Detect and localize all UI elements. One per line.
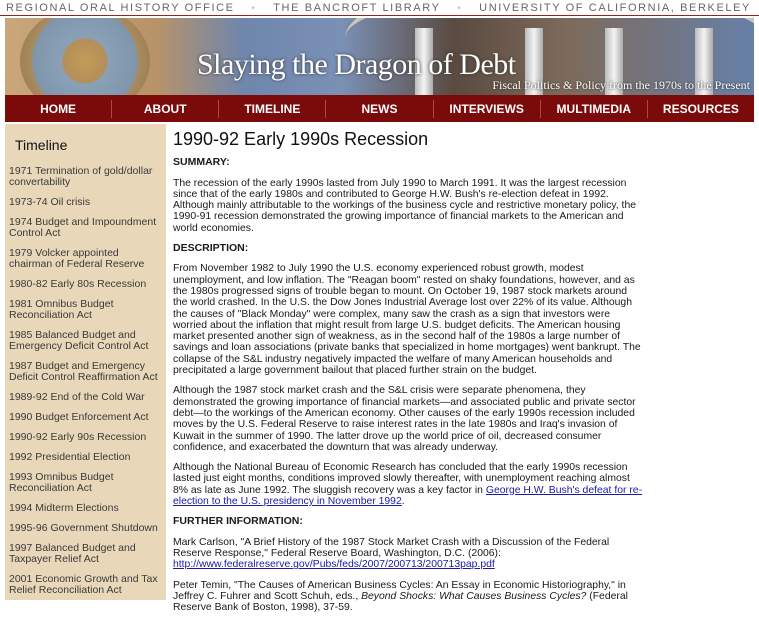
reference-text: (Federal Reserve Bank of Boston, 1998), 37-59. bbox=[173, 590, 628, 614]
regional-oral-history-office-label: REGIONAL ORAL HISTORY OFFICE bbox=[6, 1, 235, 14]
bancroft-library-label: THE BANCROFT LIBRARY bbox=[273, 1, 441, 14]
reference-item bbox=[173, 580, 643, 614]
timeline-item[interactable]: 1981 Omnibus Budget Reconciliation Act bbox=[9, 298, 114, 321]
top-bar bbox=[0, 0, 759, 16]
separator: • bbox=[251, 2, 257, 13]
timeline-item[interactable]: 1980-82 Early 80s Recession bbox=[9, 278, 147, 290]
timeline-item[interactable]: 1974 Budget and Impoundment Control Act bbox=[9, 216, 157, 239]
timeline-item[interactable]: 2001 Economic Growth and Tax Relief Reconciliation Act bbox=[9, 573, 158, 596]
bush-defeat-link[interactable]: George H.W. Bush's defeat for re-election to the U.S. presidency in November 1992 bbox=[173, 484, 643, 508]
uc-berkeley-label: UNIVERSITY OF CALIFORNIA, BERKELEY bbox=[479, 1, 751, 14]
description-paragraph: From November 1982 to July 1990 the U.S. economy experienced robust growth, modest unemployment, and low inflation. The "Reagan boom" rested on shaky foundations, however, and as the 1980s progressed signs of trouble began to mount. On October 19, 1987 stock markets around the world crashed. In the U.S. the Dow Jones Industrial Average lost over 22% of its value. Although the causes of "Black Monday" were complex, many saw the crash as a sign that investors were worried about the inflation that might result from large U.S. budget deficits. The American housing market presented another sign of weakness, as in the second half of the 1980s a large number of savings and loan associations (private banks that specialized in home mortgages) went bankrupt. The collapse of the S&L industry negatively impacted the welfare of many American households and precipitated a large government bailout that placed further strain on the budget. bbox=[173, 263, 641, 377]
separator: • bbox=[457, 2, 463, 13]
book-title: Beyond Shocks: What Causes Business Cycles? bbox=[361, 590, 587, 602]
paragraph-text: . bbox=[401, 496, 405, 508]
timeline-item[interactable]: 1990 Budget Enforcement Act bbox=[9, 411, 149, 423]
federal-reserve-link[interactable]: http://www.federalreserve.gov/Pubs/feds/2007/200713/200713pap.pdf bbox=[173, 559, 495, 571]
page-title: 1990-92 Early 1990s Recession bbox=[173, 129, 429, 149]
timeline-item[interactable]: 1990-92 Early 90s Recession bbox=[9, 431, 147, 443]
reference-text: Peter Temin, "The Causes of American Business Cycles: An Essay in Economic Historiography," in Jeffrey C. Fuhrer and Scott Schuh, eds., bbox=[173, 579, 626, 602]
timeline-item[interactable]: 1973-74 Oil crisis bbox=[9, 196, 91, 208]
site-subtitle: Fiscal Politics & Policy from the 1970s to the Present bbox=[492, 78, 750, 92]
reference-item bbox=[173, 537, 643, 571]
nav-home[interactable]: HOME bbox=[5, 100, 112, 118]
timeline-item[interactable]: 1992 Presidential Election bbox=[9, 451, 131, 463]
nav-resources[interactable]: RESOURCES bbox=[662, 101, 739, 116]
main-content bbox=[173, 129, 643, 622]
description-paragraph bbox=[173, 462, 643, 507]
timeline-item[interactable]: 1971 Termination of gold/dollar convertability bbox=[9, 165, 153, 188]
sidebar-heading: Timeline bbox=[15, 137, 68, 153]
reference-text: Mark Carlson, "A Brief History of the 1987 Stock Market Crash with a Discussion of the Federal Reserve Response," Federal Reserve Board, Washington, D.C. (2006): bbox=[173, 536, 610, 559]
presidential-seal-image bbox=[20, 18, 150, 95]
paragraph-text: Although the National Bureau of Economic Research has concluded that the early 1990s recession lasted just eight months, conditions improved slowly thereafter, with unemployment reaching almost 8% as late as June 1992. The sluggish recovery was a key factor in bbox=[173, 462, 630, 496]
timeline-list bbox=[9, 166, 162, 596]
site-title: Slaying the Dragon of Debt bbox=[197, 48, 516, 81]
timeline-item[interactable]: 1993 Omnibus Budget Reconciliation Act bbox=[9, 471, 114, 494]
timeline-item[interactable]: 1997 Balanced Budget and Taxpayer Relief Act bbox=[9, 542, 136, 565]
further-info-heading: FURTHER INFORMATION: bbox=[173, 515, 303, 528]
nav-multimedia[interactable]: MULTIMEDIA bbox=[541, 100, 648, 118]
main-nav bbox=[5, 95, 754, 122]
nav-news[interactable]: NEWS bbox=[326, 100, 433, 118]
description-heading: DESCRIPTION: bbox=[173, 242, 249, 255]
summary-text: The recession of the early 1990s lasted from July 1990 to March 1991. It was the largest recession since that of the early 1980s and contributed to George H.W. Bush's re-election defeat in 1992. Although mainly attributable to the workings of the business cycle and restrictive monetary policy, the 1990-91 recession demonstrated the growing importance of financial markets to the American and world economies. bbox=[173, 177, 637, 234]
site-banner bbox=[5, 18, 754, 95]
timeline-item[interactable]: 1987 Budget and Emergency Deficit Control Reaffirmation Act bbox=[9, 360, 158, 383]
description-paragraph: Although the 1987 stock market crash and the S&L crisis were separate phenomena, they demonstrated the growing importance of financial markets—and associated public and private sector debt—to the workings of the American economy. Other causes of the early 1990s recession included moves by the U.S. Federal Reserve to raise interest rates in the late 1980s and Iraq's invasion of Kuwait in the summer of 1990. The latter drove up the world price of oil, decreased consumer confidence, and exacerbated the downturn that was already underway. bbox=[173, 385, 636, 453]
timeline-sidebar bbox=[5, 124, 166, 600]
nav-about[interactable]: ABOUT bbox=[112, 100, 219, 118]
timeline-item[interactable]: 1995-96 Government Shutdown bbox=[9, 522, 158, 534]
timeline-item[interactable]: 1985 Balanced Budget and Emergency Deficit Control Act bbox=[9, 329, 149, 352]
timeline-item[interactable]: 1989-92 End of the Cold War bbox=[9, 391, 145, 403]
timeline-item[interactable]: 1979 Volcker appointed chairman of Federal Reserve bbox=[9, 247, 145, 270]
nav-timeline[interactable]: TIMELINE bbox=[219, 100, 326, 118]
timeline-item[interactable]: 1994 Midterm Elections bbox=[9, 502, 119, 514]
summary-heading: SUMMARY: bbox=[173, 156, 230, 169]
nav-interviews[interactable]: INTERVIEWS bbox=[434, 100, 541, 118]
